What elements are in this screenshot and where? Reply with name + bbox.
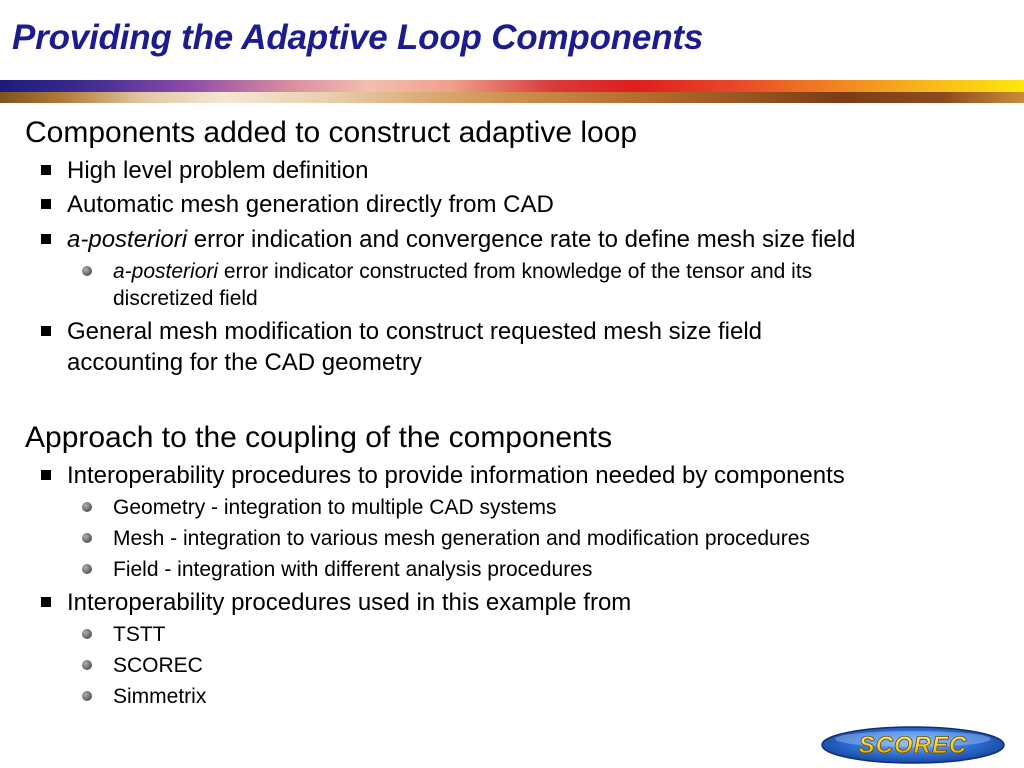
slide-title: Providing the Adaptive Loop Components [12, 18, 704, 57]
square-bullet-icon [41, 199, 51, 209]
italic-term: a-posteriori [67, 226, 188, 253]
sub-list-item-text: Simmetrix [113, 685, 207, 708]
list-item [67, 155, 369, 186]
square-bullet-icon [41, 597, 51, 607]
list-item-continuation: accounting for the CAD geometry [67, 349, 422, 376]
round-bullet-icon [82, 564, 92, 574]
square-bullet-icon [41, 234, 51, 244]
sub-list-item [113, 621, 166, 648]
list-item [67, 224, 855, 255]
section-heading-approach: Approach to the coupling of the components [25, 421, 613, 454]
list-item-text: Automatic mesh generation directly from CAD [67, 191, 554, 218]
square-bullet-icon [41, 326, 51, 336]
sub-list-item-text: TSTT [113, 623, 166, 646]
round-bullet-icon [82, 502, 92, 512]
sub-list-item [113, 494, 556, 521]
sub-list-item-text: error indicator constructed from knowledge of the tensor and its [218, 260, 813, 283]
scorec-logo [820, 726, 1006, 764]
sub-list-item [113, 556, 592, 583]
round-bullet-icon [82, 629, 92, 639]
list-item [67, 460, 845, 491]
list-item-text: Interoperability procedures to provide information needed by components [67, 462, 845, 489]
square-bullet-icon [41, 470, 51, 480]
round-bullet-icon [82, 266, 92, 276]
round-bullet-icon [82, 660, 92, 670]
sub-list-item [113, 683, 206, 710]
sub-list-item-text: SCOREC [113, 654, 203, 677]
list-item [67, 189, 554, 220]
sub-list-item [113, 525, 810, 552]
section-heading-components: Components added to construct adaptive loop [25, 116, 638, 149]
list-item [67, 587, 631, 618]
list-item-text: error indication and convergence rate to define mesh size field [187, 226, 856, 253]
sub-list-item [113, 652, 203, 679]
round-bullet-icon [82, 691, 92, 701]
list-item-text: High level problem definition [67, 157, 369, 184]
sub-list-item-text: Field - integration with different analysis procedures [113, 558, 593, 581]
square-bullet-icon [41, 165, 51, 175]
list-item [67, 316, 762, 347]
sub-list-item-text: Mesh - integration to various mesh generation and modification procedures [113, 527, 810, 550]
round-bullet-icon [82, 533, 92, 543]
list-item-text: Interoperability procedures used in this example from [67, 589, 632, 616]
list-item-text: General mesh modification to construct requested mesh size field [67, 318, 763, 345]
logo-text: SCOREC [858, 732, 968, 759]
sub-list-item [113, 258, 812, 285]
sub-list-item-text: Geometry - integration to multiple CAD systems [113, 496, 557, 519]
sub-list-item-continuation: discretized field [113, 287, 258, 310]
italic-term: a-posteriori [113, 260, 219, 283]
